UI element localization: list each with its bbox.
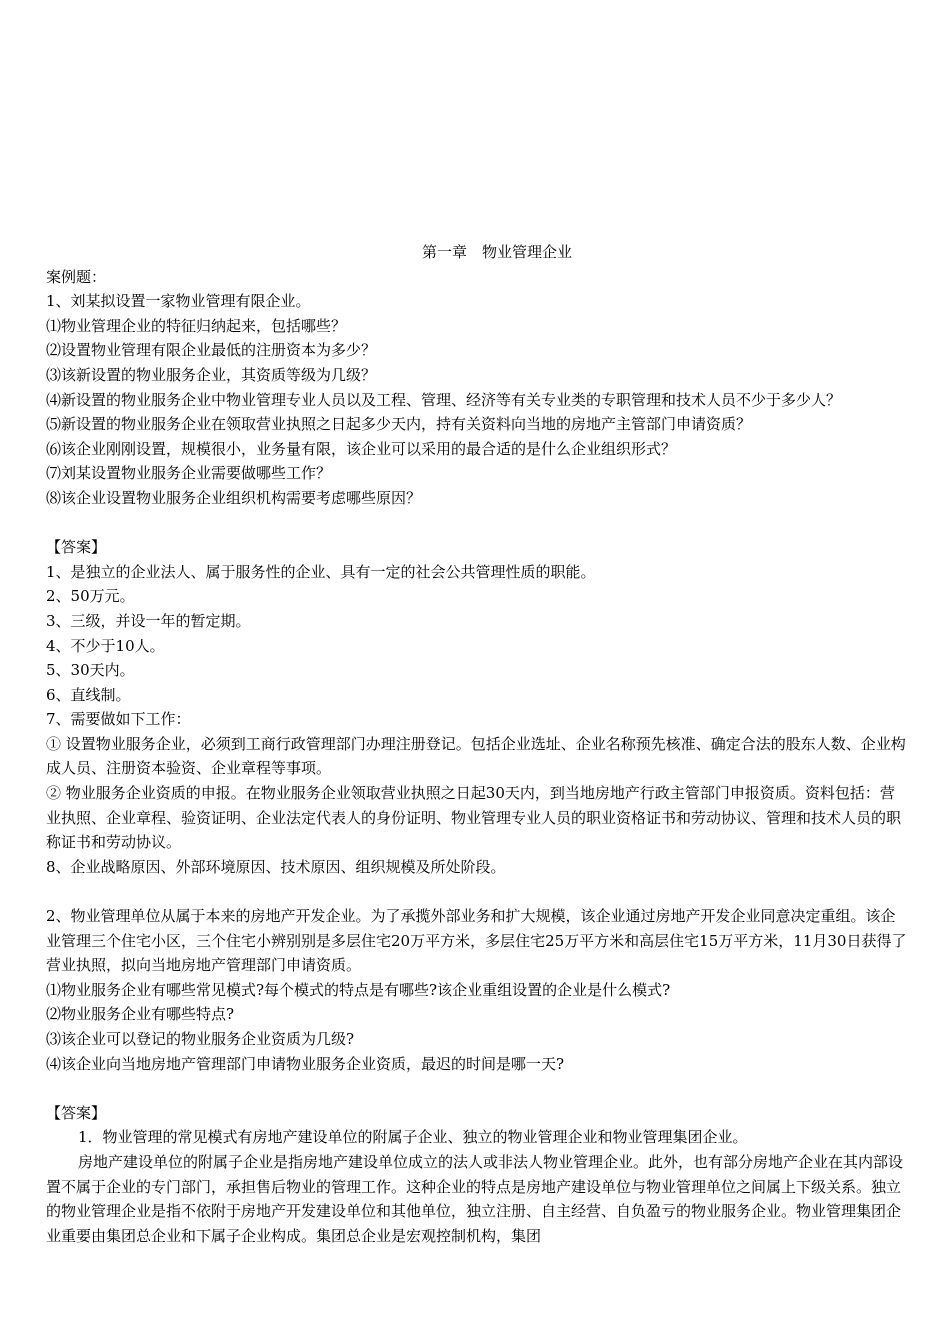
case1-answer: ② 物业服务企业资质的申报。在物业服务企业领取营业执照之日起30天内，到当地房地产行政主管部门申报资质。资料包括：营业执照、企业章程、验资证明、企业法定代表人的身份证明、物业管理专业人员的职业资格证书和劳动协议、管理和技术人员的职称证书和劳动协议。 <box>46 784 902 852</box>
spacer <box>46 511 908 536</box>
case2-question: ⑷该企业向当地房地产管理部门申请物业服务企业资质，最迟的时间是哪一天? <box>46 1054 565 1073</box>
case2-intro: 2、物业管理单位从属于本来的房地产开发企业。为了承揽外部业务和扩大规模，该企业通过房地产开发企业同意决定重组。该企业管理三个住宅小区，三个住宅小辨别别是多层住宅20万平方米，多层住宅25万平方米和高层住宅15万平方米，11月30日获得了营业执照，拟向当地房地产管理部门申请资质。 <box>46 907 907 975</box>
case1-answer: 5、30天内。 <box>46 661 135 680</box>
chapter-title: 第一章 物业管理企业 <box>421 243 572 261</box>
spacer <box>46 1076 908 1101</box>
case1-answer: 2、50万元。 <box>46 587 135 606</box>
case1-question: ⑺刘某设置物业服务企业需要做哪些工作？ <box>46 464 332 483</box>
case2-question: ⑶该企业可以登记的物业服务企业资质为几级? <box>46 1030 355 1048</box>
case1-question: ⑷新设置的物业服务企业中物业管理专业人员以及工程、管理、经济等有关专业类的专职管理和技术人员不少于多少人？ <box>46 390 842 409</box>
spacer <box>46 879 908 904</box>
case2-question: ⑴物业服务企业有哪些常见模式?每个模式的特点是有哪些?该企业重组设置的企业是什么模式? <box>46 980 671 999</box>
case1-answer: 4、不少于10人。 <box>46 636 165 655</box>
case1-answer: 3、三级，并设一年的暂定期。 <box>46 611 251 630</box>
case1-answer: 7、需要做如下工作： <box>46 710 191 729</box>
case1-question: ⑻该企业设置物业服务企业组织机构需要考虑哪些原因？ <box>46 488 422 507</box>
case2-question: ⑵物业服务企业有哪些特点? <box>46 1005 235 1024</box>
case-label: 案例题： <box>46 267 107 286</box>
case1-answer: 6、直线制。 <box>46 685 131 704</box>
case1-question: ⑶该新设置的物业服务企业，其资质等级为几级？ <box>46 365 377 384</box>
case1-answer: 8、企业战略原因、外部环境原因、技术原因、组织规模及所处阶段。 <box>46 857 506 876</box>
case2-answer-1: 1．物业管理的常见模式有房地产建设单位的附属子企业、独立的物业管理企业和物业管理集团企业。 <box>78 1128 748 1147</box>
case1-answer-label: 【答案】 <box>46 538 107 557</box>
case2-answer-paragraph: 房地产建设单位的附属子企业是指房地产建设单位成立的法人或非法人物业管理企业。此外，也有部分房地产企业在其内部设置不属于企业的专门部门，承担售后物业的管理工作。这种企业的特点是房地产建设单位与物业管理单位之间属上下级关系。独立的物业管理企业是指不依附于房地产开发建设单位和其他单位，独立注册、自主经营、自负盈亏的物业服务企业。物业管理集团企业重要由集团总企业和下属子企业构成。集团总企业是宏观控制机构，集团 <box>46 1152 904 1245</box>
case1-answer: ① 设置物业服务企业，必须到工商行政管理部门办理注册登记。包括企业选址、企业名称预先核准、确定合法的股东人数、企业构成人员、注册资本验资、企业章程等事项。 <box>46 734 906 778</box>
case1-question: ⑹该企业刚刚设置，规模很小，业务量有限，该企业可以采用的最合适的是什么企业组织形式？ <box>46 439 677 458</box>
case1-answer: 1、是独立的企业法人、属于服务性的企业、具有一定的社会公共管理性质的职能。 <box>46 562 596 581</box>
case2-answer-label: 【答案】 <box>46 1103 107 1122</box>
case1-question: ⑴物业管理企业的特征归纳起来，包括哪些？ <box>46 316 347 335</box>
case1-question: ⑵设置物业管理有限企业最低的注册资本为多少？ <box>46 341 377 360</box>
case1-intro: 1、刘某拟设置一家物业管理有限企业。 <box>46 292 311 311</box>
document-body <box>46 240 908 1248</box>
case1-question: ⑸新设置的物业服务企业在领取营业执照之日起多少天内，持有关资料向当地的房地产主管部门申请资质？ <box>46 415 752 434</box>
